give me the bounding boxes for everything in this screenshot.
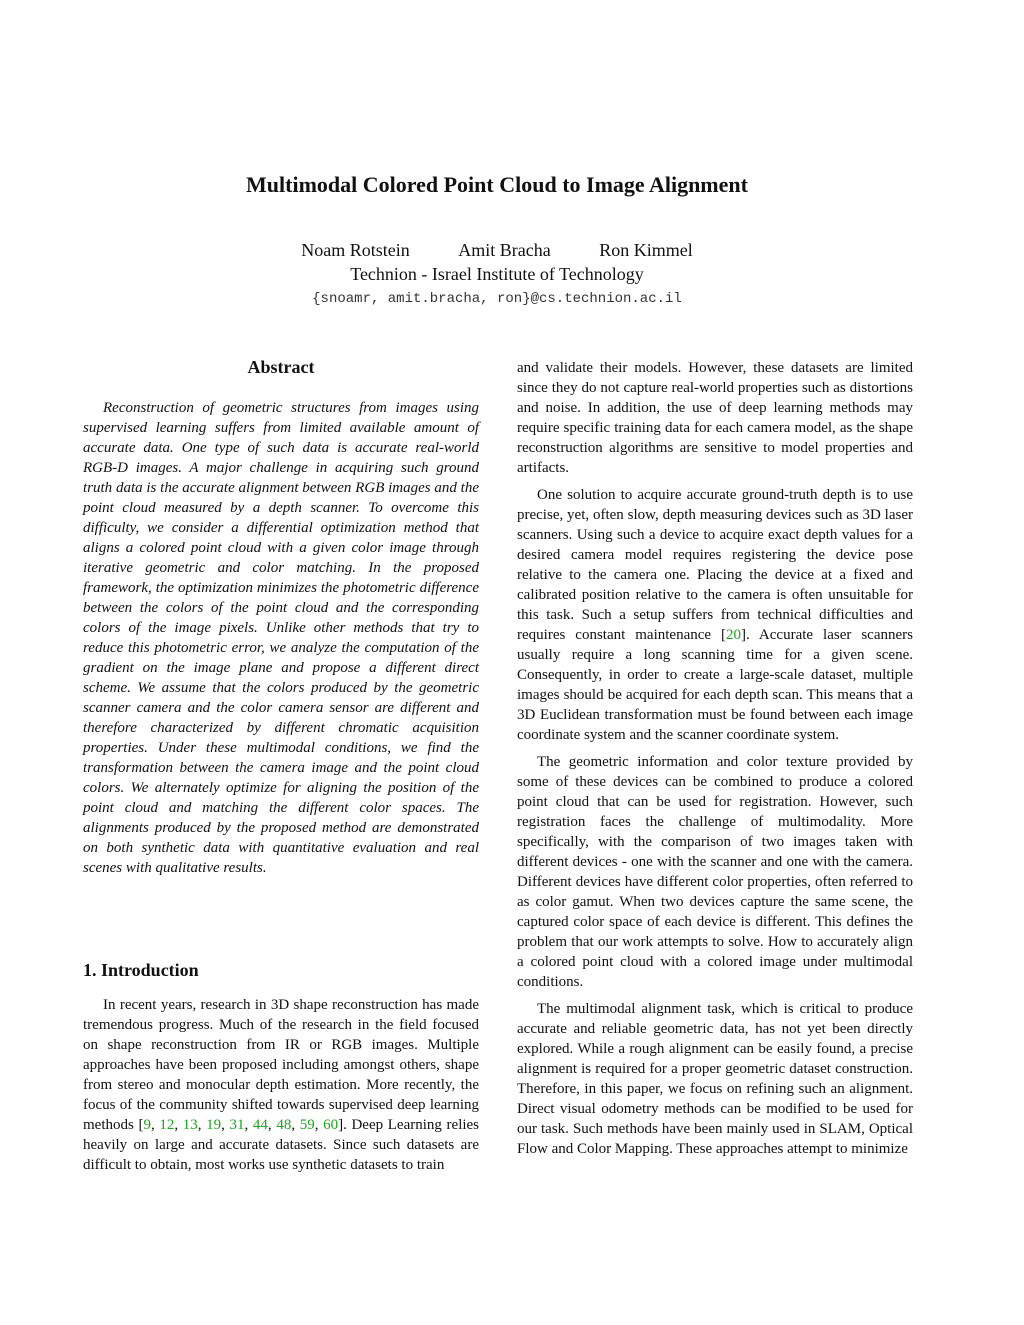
paragraph: and validate their models. However, these datasets are limited since they do not capture real-world properties such as distortions and noise. In addition, the use of deep learning methods may require specific training data for each camera model, as the shape reconstruction algorithms are sensitive to model properties and artifacts. <box>517 360 913 476</box>
left-column <box>83 356 479 878</box>
paragraph-text: ]. Accurate laser scanners usually require a long scanning time for a given scene. Consequently, in order to create a large-scale dataset, multiple images should be acquired for each depth scan. This means that a 3D Euclidean transformation must be found between each image coordinate system and the scanner coordinate system. <box>517 627 913 743</box>
citation-link[interactable]: 60 <box>323 1117 339 1133</box>
author-name: Ron Kimmel <box>599 240 693 260</box>
author-name: Amit Bracha <box>458 240 551 260</box>
paragraph: The multimodal alignment task, which is critical to produce accurate and reliable geometric data, has not yet been directly explored. While a rough alignment can be easily found, a precise alignment is required for a proper geometric dataset construction. Therefore, in this paper, we focus on refining such an alignment. Direct visual odometry methods can be modified to be used for our task. Such methods have been mainly used in SLAM, Optical Flow and Color Mapping. These approaches attempt to minimize <box>517 1001 913 1157</box>
citation-link[interactable]: 13 <box>182 1117 198 1133</box>
citation-link[interactable]: 48 <box>276 1117 292 1133</box>
citation-link[interactable]: 19 <box>206 1117 222 1133</box>
paragraph <box>517 485 913 745</box>
section-heading-introduction: 1. Introduction <box>83 960 199 980</box>
paragraph-text: ]. Deep Learning relies heavily on large and accurate datasets. Since such datasets are difficult to obtain, most works use synthetic datasets to train <box>83 1117 480 1173</box>
paragraph-text: In recent years, research in 3D shape reconstruction has made tremendous progress. Much of the research in the field focused on shape reconstruction from IR or RGB images. Multiple approaches have been proposed including amongst others, shape from stereo and monocular depth estimation. More recently, the focus of the community shifted towards supervised deep learning methods [ <box>83 997 479 1133</box>
citation-link[interactable]: 44 <box>252 1117 268 1133</box>
citation-link[interactable]: 31 <box>229 1117 245 1133</box>
abstract-heading: Abstract <box>247 357 315 377</box>
citation-link[interactable]: 12 <box>159 1117 175 1133</box>
introduction-left-text <box>83 995 479 1182</box>
paragraph: In recent years, research in 3D shape reconstruction has made tremendous progress. Much of the research in the field focused on shape reconstruction from IR or RGB images. Multiple approaches have been proposed including amongst others, shape from stereo and monocular depth estimation. More recently, the focus of the community shifted towards supervised deep learning methods [9, 12, 13, 19, 31, 44, 48, 59, 60]. Deep Learning relies heavily on large and accurate datasets. Since such datasets are difficult to obtain, most works use synthetic datasets to train <box>83 997 480 1173</box>
paragraph: The geometric information and color texture provided by some of these devices can be combined to produce a colored point cloud that can be used for registration. However, such registration faces the challenge of multimodality. More specifically, with the comparison of two images taken with different devices - one with the scanner and one with the camera. Different devices have different color properties, often referred to as color gamut. When two devices capture the same scene, the captured color space of each device is different. This defines the problem that our work attempts to solve. How to accurately align a colored point cloud with a colored image under multimodal conditions. <box>517 754 913 990</box>
right-column <box>517 358 913 1166</box>
citation-link[interactable]: 59 <box>299 1117 315 1133</box>
paper-title: Multimodal Colored Point Cloud to Image Alignment <box>246 172 748 197</box>
affiliation: Technion - Israel Institute of Technology <box>350 264 644 284</box>
abstract-text: Reconstruction of geometric structures from images using supervised learning suffers from limited available amount of accurate data. One type of such data is accurate real-world RGB-D images. A major challenge in acquiring such ground truth data is the accurate alignment between RGB images and the point cloud measured by a depth scanner. To overcome this difficulty, we consider a differential optimization method that aligns a colored point cloud with a given color image through iterative geometric and color matching. In the proposed framework, the optimization minimizes the photometric difference between the colors of the point cloud and the corresponding colors of the image pixels. Unlike other methods that try to reduce this photometric error, we analyze the computation of the gradient on the image plane and propose a different direct scheme. We assume that the colors produced by the geometric scanner camera and the color camera sensor are different and therefore characterized by different chromatic acquisition properties. Under these multimodal conditions, we find the transformation between the camera image and the point cloud colors. We alternately optimize for aligning the position of the point cloud and matching the different color spaces. The alignments produced by the proposed method are demonstrated on both synthetic data with quantitative evaluation and real scenes with qualitative results. <box>83 400 479 876</box>
citation-link[interactable]: 9 <box>143 1117 151 1133</box>
paragraph-text: One solution to acquire accurate ground-truth depth is to use precise, yet, often slow, depth measuring devices such as 3D laser scanners. Using such a device to acquire exact depth values for a desired camera model requires registering the device pose relative to the camera one. Placing the device at a fixed and calibrated position relative to the camera is often unsuitable for this task. Such a setup suffers from technical difficulties and requires constant maintenance [ <box>517 487 913 643</box>
email-addresses: {snoamr, amit.bracha, ron}@cs.technion.ac.il <box>312 291 682 307</box>
author-name: Noam Rotstein <box>301 240 410 260</box>
citation-link[interactable]: 20 <box>726 627 742 643</box>
author-list <box>0 240 994 261</box>
